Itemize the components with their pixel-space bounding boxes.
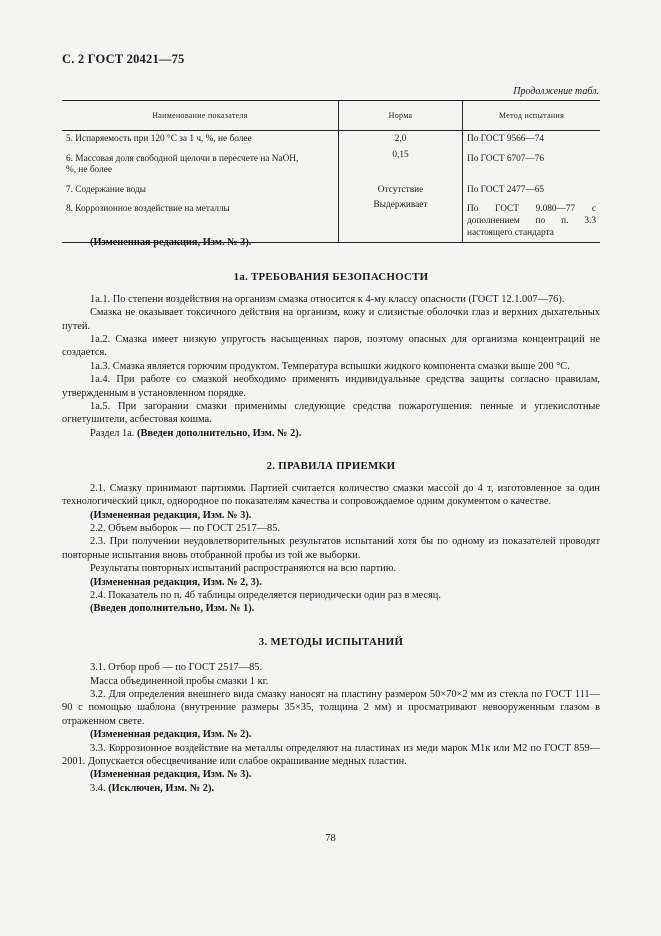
- paragraph: 1а.4. При работе со смазкой необходимо применять индивидуальные средства защиты согласно правилам, утвержденным в установленном порядке.: [62, 374, 600, 399]
- amendment-note: (Измененная редакция, Изм. № 3).: [90, 509, 252, 521]
- paragraph: 1а.5. При загорании смазки применимы следующие средства пожаротушения: пенные и углекислотные огнетушители, асбестовая кошма.: [62, 401, 600, 426]
- paragraph: 3.1. Отбор проб — по ГОСТ 2517—85.: [90, 662, 263, 674]
- paragraph: 2.4. Показатель по п. 4б таблицы определяется периодически один раз в месяц.: [90, 589, 441, 601]
- section-title: 3. МЕТОДЫ ИСПЫТАНИЙ: [258, 635, 404, 648]
- amendment-note: (Введен дополнительно, Изм. № 1).: [90, 603, 255, 615]
- cell-norm: 0,15: [339, 149, 463, 180]
- table-row: [62, 149, 600, 180]
- amendment-note: (Измененная редакция, Изм. № 2, 3).: [90, 576, 262, 588]
- cell-name: 5. Испаряемость при 120 °С за 1 ч, %, не более: [66, 134, 252, 144]
- page-number: 78: [325, 833, 336, 844]
- table-continuation-label: Продолжение табл.: [513, 86, 599, 97]
- paragraph: [62, 427, 600, 440]
- amendment-note: (Измененная редакция, Изм. № 3).: [90, 237, 252, 248]
- paragraph: 2.3. При получении неудовлетворительных результатов испытаний хотя бы по одному из показателей проводят повторные испытания вновь отобранной пробы из той же выборки.: [62, 536, 600, 561]
- paragraph: 3.2. Для определения внешнего вида смазку наносят на пластину размером 50×70×2 мм из стекла по ГОСТ 111—90 с помощью шаблона (внутренние размеры 35×35, толщина 2 мм) и просматривают невооруженным глазом в отраженном свете.: [62, 688, 600, 727]
- table-row: [62, 180, 600, 200]
- paragraph: [62, 782, 600, 795]
- paragraph: 1а.3. Смазка является горючим продуктом. Температура вспышки жидкого компонента смазки выше 200 °С.: [90, 360, 570, 372]
- cell-method: По ГОСТ 6707—76: [463, 149, 601, 180]
- amendment-note: (Измененная редакция, Изм. № 3).: [90, 769, 252, 781]
- running-header: С. 2 ГОСТ 20421—75: [62, 52, 185, 66]
- clause-number: 3.4.: [90, 782, 106, 794]
- paragraph: 1а.2. Смазка имеет низкую упругость насыщенных паров, поэтому опасных для организма концентраций не создается.: [62, 334, 600, 359]
- paragraph: Смазка не оказывает токсичного действия на организм, кожу и слизистые оболочки глаз и верхних дыхательных путей.: [62, 307, 600, 332]
- cell-norm: Выдерживает: [339, 199, 463, 242]
- column-header: Норма: [339, 101, 463, 131]
- cell-norm: 2,0: [339, 131, 463, 149]
- cell-name: 8. Коррозионное воздействие на металлы: [62, 199, 339, 242]
- paragraph: 2.1. Смазку принимают партиями. Партией считается количество смазки массой до 4 т, изготовленное за один технологический цикл, однородное по показателям качества и сопровождаемое одним документом о качестве.: [62, 482, 600, 508]
- paragraph: Результаты повторных испытаний распространяются на всю партию.: [90, 563, 397, 575]
- cell-method: По ГОСТ 9566—74: [463, 131, 601, 149]
- paragraph: Масса объединенной пробы смазки 1 кг.: [90, 675, 269, 687]
- paragraph: 1а.1. По степени воздействия на организм смазка относится к 4-му классу опасности (ГОСТ 12.1.007—76).: [90, 293, 565, 305]
- section-title: 1а. ТРЕБОВАНИЯ БЕЗОПАСНОСТИ: [233, 271, 429, 284]
- cell-name: 6. Массовая доля свободной щелочи в пересчете на NaOH, %, не более: [66, 153, 299, 176]
- amendment-note: (Исключен, Изм. № 2).: [108, 782, 215, 794]
- document-body: [62, 236, 600, 795]
- paragraph: 3.3. Коррозионное воздействие на металлы определяют на пластинах из меди марок М1к или М2 по ГОСТ 859—2001. Допускается обесцвечивание или слабое окрашивание медных пластин.: [62, 742, 600, 767]
- paragraph: 2.2. Объем выборок — по ГОСТ 2517—85.: [90, 522, 281, 534]
- table-row: [62, 131, 600, 149]
- amendment-note: (Введен дополнительно, Изм. № 2).: [137, 427, 302, 439]
- properties-table: [62, 100, 600, 243]
- column-header: Наименование показателя: [62, 101, 339, 131]
- cell-name: 7. Содержание воды: [66, 184, 147, 195]
- column-header: Метод испытания: [463, 101, 601, 131]
- cell-method: По ГОСТ 2477—65: [463, 180, 601, 200]
- cell-method: По ГОСТ 9.080—77 с дополнением по п. 3.3 настоящего стандарта: [463, 199, 601, 242]
- cell-norm: Отсутствие: [339, 180, 463, 200]
- table-header-row: [62, 101, 600, 131]
- amendment-note: (Измененная редакция, Изм. № 2).: [90, 729, 252, 741]
- section-note-prefix: Раздел 1а.: [90, 427, 135, 439]
- section-title: 2. ПРАВИЛА ПРИЕМКИ: [266, 460, 396, 473]
